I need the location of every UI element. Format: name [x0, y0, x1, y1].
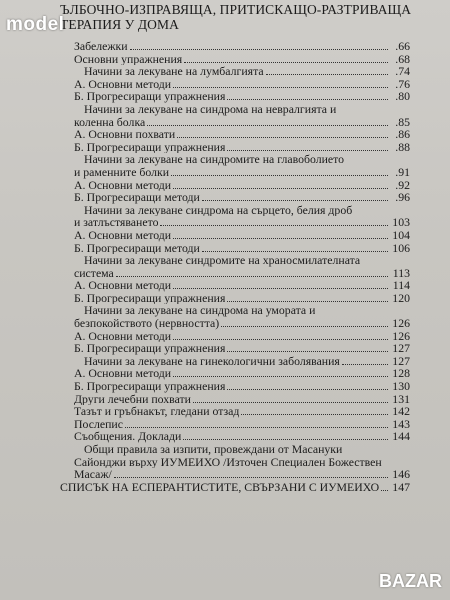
toc-page-number: 104: [392, 227, 410, 242]
toc-entry: [60, 116, 410, 129]
toc-page-number: 144: [392, 429, 410, 444]
toc-entry: [60, 355, 410, 368]
toc-page-number: 103: [392, 215, 410, 230]
toc-entry-title: Начини за лекуване на лумбалгията: [84, 65, 264, 78]
toc-entry: [60, 40, 410, 53]
toc-entry-title: система: [74, 266, 114, 280]
toc-page-number: .86: [395, 127, 410, 142]
toc-leader-dots: [266, 74, 388, 75]
toc-entry-title: А. Основни похвати: [74, 128, 176, 141]
toc-leader-dots: [173, 339, 388, 340]
toc-leader-dots: [227, 99, 388, 100]
toc-leader-dots: [202, 200, 388, 201]
toc-entry-title: Б. Прогресиращи упражнения: [74, 90, 226, 103]
toc-entry-title: Начини за лекуване синдрома на сърцето, белия дроб: [84, 203, 353, 217]
toc-leader-dots: [173, 288, 388, 289]
toc-entry-title: А. Основни методи: [74, 329, 172, 343]
toc-leader-dots: [171, 175, 388, 176]
toc-entry-title: Б. Прогресиращи методи: [74, 191, 200, 204]
toc-leader-dots: [177, 137, 388, 138]
toc-leader-dots: [227, 301, 388, 302]
toc-entry: [60, 216, 410, 229]
toc-entry: [60, 342, 410, 355]
toc-entry: [60, 191, 410, 204]
toc-leader-dots: [173, 238, 388, 239]
toc-leader-dots: [184, 62, 388, 63]
toc-entry-title: А. Основни методи: [74, 367, 172, 381]
toc-entry: [60, 128, 410, 141]
toc-entry: [60, 204, 410, 217]
toc-entry-title: Начини за лекуване на гинекологични заболявания: [84, 354, 340, 368]
toc-entry-title: Масаж/: [74, 468, 112, 481]
toc-entry: [60, 367, 410, 380]
toc-leader-dots: [342, 364, 388, 365]
toc-entry: [60, 242, 410, 255]
bazar-logo: [379, 571, 442, 592]
toc-entry: [60, 380, 410, 393]
toc-entry: [60, 430, 410, 443]
toc-entry-title: Тазът и гръбнакът, гледани отзад: [74, 405, 240, 418]
toc-leader-dots: [147, 125, 388, 126]
toc-page-number: .85: [395, 114, 410, 129]
toc-entry-title: Начини за лекуване на синдрома на невралгията и: [84, 102, 337, 116]
toc-leader-dots: [130, 49, 388, 50]
toc-leader-dots: [221, 326, 388, 327]
toc-entry: [60, 53, 410, 66]
toc-leader-dots: [125, 427, 388, 428]
toc-page-number: .74: [395, 64, 410, 79]
toc-leader-dots: [227, 351, 388, 352]
toc-entry: [60, 229, 410, 242]
toc-leader-dots: [114, 477, 388, 478]
toc-leader-dots: [173, 188, 388, 189]
toc-entry: [60, 90, 410, 103]
toc-page-number: .80: [395, 89, 410, 104]
toc-entry: [60, 418, 410, 431]
toc-entry: [60, 317, 410, 330]
toc-page-number: 147: [392, 479, 410, 494]
toc-entry: [60, 456, 410, 469]
toc-entry-title: А. Основни методи: [74, 77, 172, 91]
page-header: [60, 2, 440, 32]
toc-page-number: .76: [395, 76, 410, 91]
toc-entry-title: А. Основни методи: [74, 178, 172, 192]
toc-leader-dots: [381, 490, 388, 491]
toc-leader-dots: [202, 251, 388, 252]
toc-page-number: 126: [392, 328, 410, 343]
toc-entry-title: Послепис: [74, 417, 123, 431]
toc-entry: [60, 468, 410, 481]
toc-entry-title: Б. Прогресиращи упражнения: [74, 140, 226, 154]
toc-page-number: .92: [395, 177, 410, 192]
toc-entry: [60, 481, 410, 494]
toc-leader-dots: [227, 150, 388, 151]
toc-leader-dots: [173, 376, 388, 377]
toc-page-number: 143: [392, 416, 410, 431]
toc-entry: [60, 267, 410, 280]
toc-entry-title: А. Основни методи: [74, 279, 172, 292]
toc-page-number: .66: [395, 39, 410, 53]
toc-entry-title: Основни упражнения: [74, 52, 183, 66]
toc-page-number: .91: [395, 164, 410, 179]
toc-entry-title: Б. Прогресиращи упражнения: [74, 342, 226, 355]
toc-page-number: 142: [392, 404, 410, 419]
toc-page-number: 113: [392, 265, 410, 280]
toc-leader-dots: [173, 87, 388, 88]
model-watermark: model: [6, 14, 65, 35]
table-of-contents: [60, 40, 410, 493]
toc-entry: [60, 330, 410, 343]
toc-entry: [60, 153, 410, 166]
toc-leader-dots: [241, 414, 388, 415]
toc-entry-title: Други лечебни похвати: [74, 392, 191, 406]
toc-page-number: 120: [392, 290, 410, 305]
toc-entry-title: Начини за лекуване на синдрома на умората и: [84, 304, 316, 318]
toc-entry-title: А. Основни методи: [74, 228, 172, 242]
header-line-1: ЪЛБОЧНО-ИЗПРАВЯЩА, ПРИТИСКАЩО-РАЗТРИВАЩА: [60, 2, 412, 17]
toc-entry: [60, 103, 410, 116]
toc-entry-title: Б. Прогресиращи методи: [74, 241, 200, 255]
toc-page-number: .96: [395, 190, 410, 205]
toc-page-number: 131: [392, 391, 410, 406]
toc-entry-title: Начини за лекуване на синдромите на главоболието: [84, 153, 345, 166]
toc-entry-title: Б. Прогресиращи упражнения: [74, 380, 226, 393]
header-line-2: ТЕРАПИЯ У ДОМА: [60, 17, 179, 32]
toc-leader-dots: [227, 389, 388, 390]
toc-page-number: 146: [392, 467, 410, 482]
toc-page-number: 106: [392, 240, 410, 255]
toc-entry: [60, 304, 410, 317]
toc-entry: [60, 393, 410, 406]
toc-page-number: 127: [392, 341, 410, 356]
toc-entry: [60, 141, 410, 154]
toc-leader-dots: [116, 276, 388, 277]
toc-entry-title: СПИСЪК НА ЕСПЕРАНТИСТИТЕ, СВЪРЗАНИ С ИУМЕИХО: [60, 480, 380, 494]
toc-page-number: 126: [392, 316, 410, 331]
toc-entry-title: и затлъстяването: [74, 216, 159, 229]
toc-entry: [60, 65, 410, 78]
toc-entry-title: коленна болка: [74, 115, 146, 129]
toc-leader-dots: [183, 439, 388, 440]
toc-entry-title: Общи правила за изпити, провеждани от Масануки: [84, 443, 343, 456]
toc-entry-title: Забележки: [74, 40, 128, 53]
toc-entry: [60, 78, 410, 91]
toc-entry: [60, 179, 410, 192]
toc-leader-dots: [160, 225, 388, 226]
bazar-logo-text: BAZAR: [379, 571, 442, 591]
toc-entry: [60, 166, 410, 179]
toc-entry: [60, 405, 410, 418]
toc-page-number: .68: [395, 51, 410, 66]
toc-entry: [60, 254, 410, 267]
toc-entry-title: Начини за лекуване синдромите на храносмилателната: [84, 254, 361, 267]
toc-entry-title: безпокойството (нервността): [74, 317, 220, 330]
toc-page-number: .88: [395, 139, 410, 154]
toc-entry-title: и раменните болки: [74, 165, 170, 179]
toc-page-number: 127: [392, 353, 410, 368]
toc-entry: [60, 292, 410, 305]
toc-page-number: 114: [392, 278, 410, 293]
toc-leader-dots: [193, 402, 388, 403]
toc-entry-title: Сайонджи върху ИУМЕИХО /Източен Специален Божествен: [74, 455, 382, 469]
toc-entry: [60, 443, 410, 456]
toc-entry-title: Б. Прогресиращи упражнения: [74, 291, 226, 305]
toc-page-number: 130: [392, 379, 410, 394]
toc-entry: [60, 279, 410, 292]
toc-entry-title: Съобщения. Доклади: [74, 430, 182, 443]
toc-page-number: 128: [392, 366, 410, 381]
